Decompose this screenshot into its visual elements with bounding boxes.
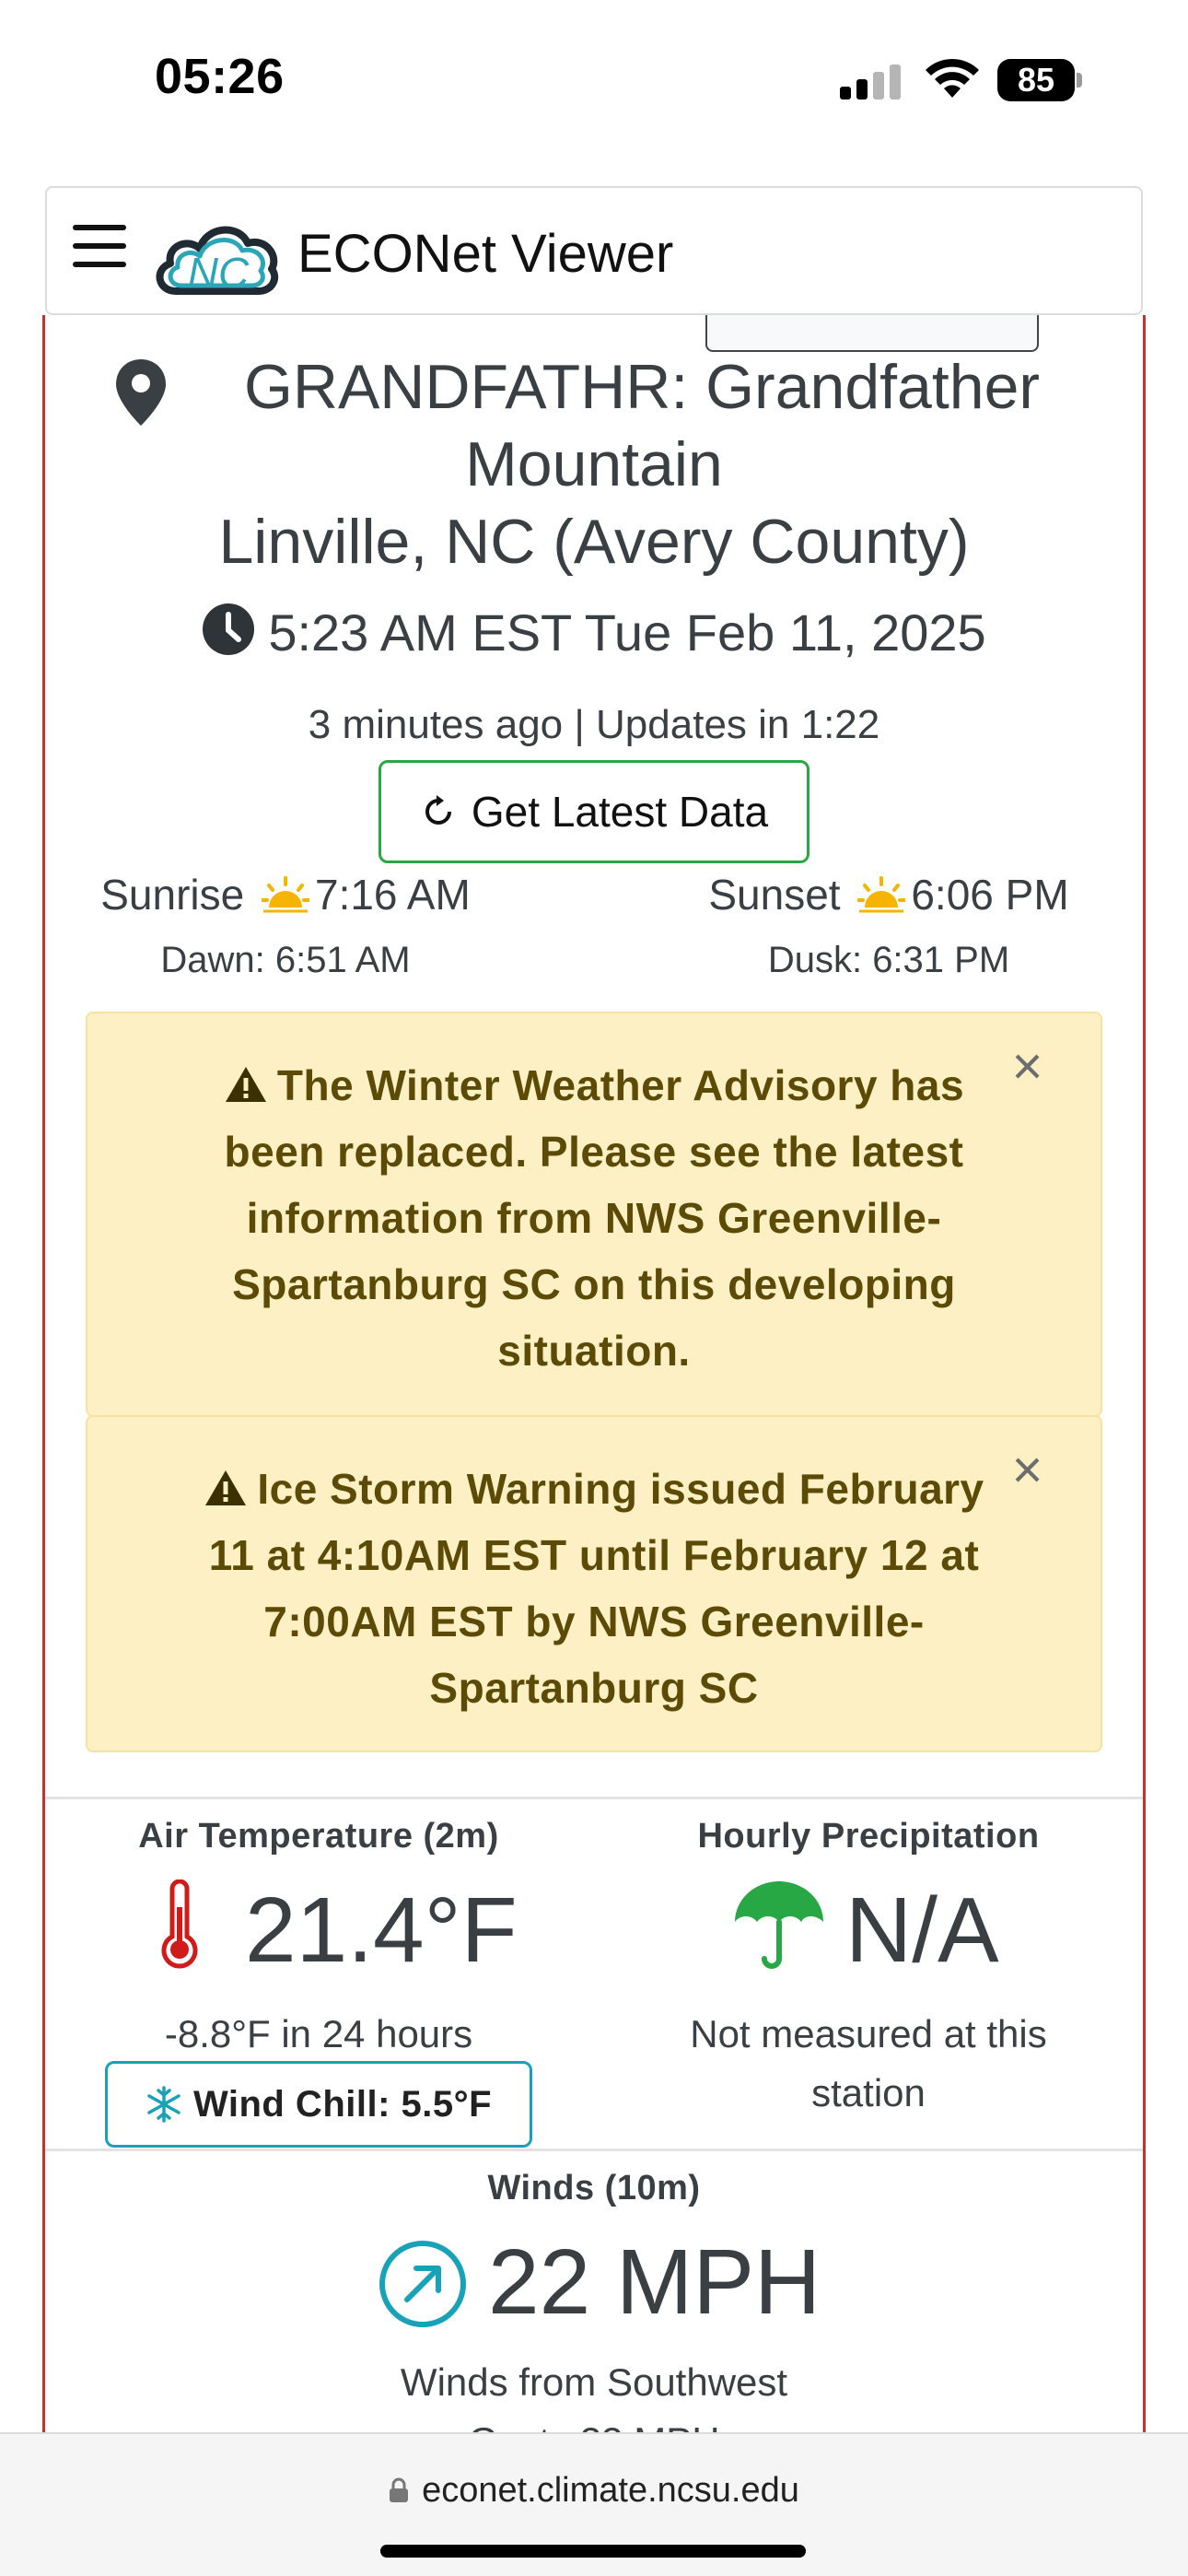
alert-text: The Winter Weather Advisory has been replaced. Please see the latest information from NWS Greenville-Spartanburg SC on this developing situation. [224, 1061, 965, 1375]
hourly-precipitation-title: Hourly Precipitation [697, 1817, 1040, 1856]
status-bar [0, 0, 1188, 161]
url-field[interactable] [0, 2471, 1188, 2511]
sunrise-icon [262, 876, 309, 913]
sunrise-time: 7:16 AM [314, 871, 471, 919]
sunrise-label: Sunrise [100, 871, 245, 919]
station-location: Linville, NC (Avery County) [218, 507, 970, 577]
get-latest-data-label: Get Latest Data [471, 788, 769, 836]
status-time: 05:26 [155, 49, 285, 104]
battery-icon [997, 59, 1082, 101]
wind-chill-badge [105, 2061, 532, 2148]
refresh-icon [420, 793, 457, 830]
station-name [55, 348, 1133, 580]
battery-level: 85 [997, 59, 1075, 101]
clock-icon [202, 603, 255, 656]
section-divider [45, 1797, 1143, 1799]
observation-time: 5:23 AM EST Tue Feb 11, 2025 [268, 603, 986, 662]
home-indicator[interactable] [380, 2545, 806, 2558]
econet-logo-icon[interactable] [152, 214, 281, 300]
brand-title[interactable]: ECONet Viewer [297, 224, 674, 284]
sunset-time: 6:06 PM [911, 871, 1069, 919]
lock-icon [389, 2477, 409, 2503]
warning-icon [224, 1065, 268, 1104]
close-alert-button[interactable]: × [1011, 1036, 1043, 1096]
wind-direction-arrow-icon [378, 2239, 468, 2329]
air-temperature-value: 21.4°F [245, 1879, 518, 1982]
get-latest-data-button[interactable] [379, 760, 809, 863]
cellular-signal-icon [840, 63, 904, 100]
winds-title: Winds (10m) [487, 2169, 701, 2207]
snowflake-icon [146, 2086, 182, 2123]
url-text: econet.climate.ncsu.edu [422, 2471, 799, 2510]
dawn-time: Dawn: 6:51 AM [160, 940, 411, 980]
browser-address-bar [0, 2432, 1188, 2576]
station-line-2: Mountain [465, 429, 723, 499]
observation-time-row [0, 603, 1188, 662]
hamburger-menu-icon[interactable] [73, 225, 126, 267]
thermometer-icon [158, 1879, 201, 1972]
warning-icon [204, 1469, 248, 1507]
close-alert-button[interactable]: × [1011, 1440, 1043, 1500]
section-divider [45, 2149, 1143, 2151]
sunset-icon [857, 876, 905, 913]
station-line-1: GRANDFATHR: Grandfather [243, 352, 1041, 422]
sunrise-block [74, 870, 497, 981]
top-navbar [45, 186, 1143, 315]
sunset-label: Sunset [708, 871, 841, 919]
dusk-time: Dusk: 6:31 PM [767, 940, 1010, 980]
temperature-24h-change: -8.8°F in 24 hours [164, 2012, 473, 2055]
wind-direction-text: Winds from Southwest [400, 2360, 788, 2404]
update-status: 3 minutes ago | Updates in 1:22 [308, 702, 880, 747]
alert-winter-weather-advisory [86, 1012, 1102, 1417]
wind-speed-value: 22 MPH [488, 2231, 821, 2334]
umbrella-icon [733, 1879, 825, 1972]
alert-text: Ice Storm Warning issued February 11 at 4:10AM EST until February 12 at 7:00AM EST by NWS Greenville-Spartanburg SC [208, 1465, 984, 1712]
sunset-block [681, 870, 1096, 981]
svg-text:NC: NC [187, 249, 250, 297]
alert-ice-storm-warning [86, 1415, 1102, 1752]
wifi-icon [924, 57, 981, 100]
precipitation-note: Not measured at this station [690, 2012, 1047, 2114]
air-temperature-title: Air Temperature (2m) [138, 1817, 499, 1856]
precipitation-value: N/A [845, 1879, 999, 1982]
wind-chill-value: Wind Chill: 5.5°F [192, 2083, 493, 2125]
